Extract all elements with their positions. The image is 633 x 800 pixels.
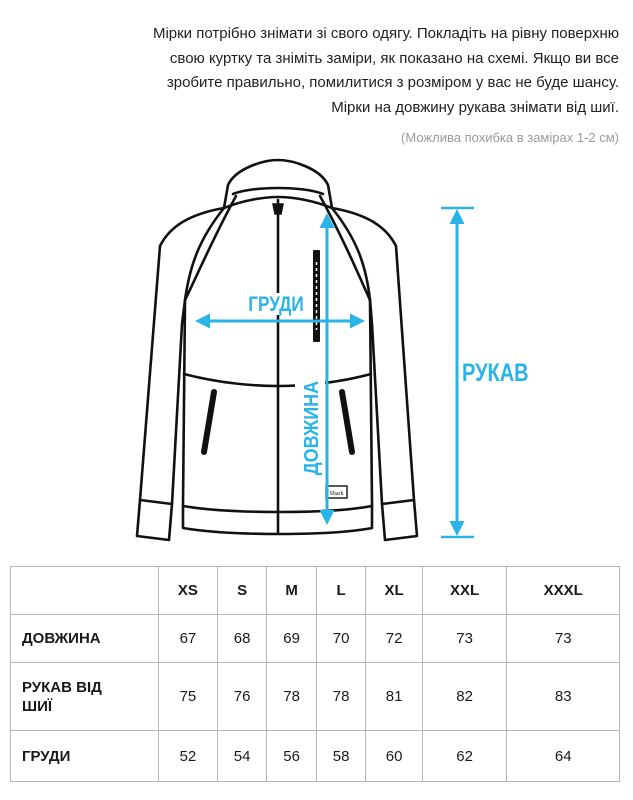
- table-cell: 83: [507, 663, 620, 731]
- table-cell: 69: [267, 615, 317, 663]
- measurement-error-note: (Можлива похибка в замірах 1-2 см): [401, 130, 619, 145]
- size-s-header: S: [217, 567, 267, 615]
- table-cell: 70: [316, 615, 366, 663]
- intro-text: [19, 22, 619, 120]
- table-cell: 78: [267, 663, 317, 731]
- table-cell: 54: [217, 731, 267, 782]
- table-cell: 64: [507, 731, 620, 782]
- sleeve-label: РУКАВ: [462, 358, 529, 387]
- size-chart-table: [10, 566, 620, 782]
- size-xl-header: XL: [366, 567, 422, 615]
- table-cell: 68: [217, 615, 267, 663]
- table-cell: 72: [366, 615, 422, 663]
- jacket-right-cuff: [382, 500, 417, 540]
- right-hand-pocket: [342, 392, 352, 452]
- row-label: РУКАВ ВІД ШИЇ: [11, 663, 159, 731]
- table-row-chest: [11, 731, 620, 782]
- size-m-header: M: [267, 567, 317, 615]
- jacket-measurement-diagram: [0, 150, 633, 550]
- sleeve-measurement: [441, 208, 529, 537]
- length-label: ДОВЖИНА: [301, 380, 324, 476]
- header-corner: [11, 567, 159, 615]
- jacket-left-sleeve: [140, 208, 224, 504]
- zipper-pull-icon: [273, 204, 283, 214]
- jacket-right-sleeve: [329, 208, 414, 504]
- table-cell: 81: [366, 663, 422, 731]
- table-cell: 73: [507, 615, 620, 663]
- size-xs-header: XS: [159, 567, 218, 615]
- jacket-outline: [137, 160, 417, 540]
- size-l-header: L: [316, 567, 366, 615]
- length-measurement: [295, 216, 327, 522]
- table-cell: 56: [267, 731, 317, 782]
- table-cell: 78: [316, 663, 366, 731]
- table-cell: 62: [422, 731, 507, 782]
- table-cell: 52: [159, 731, 218, 782]
- chest-measurement: [198, 293, 362, 321]
- brand-tag-text: Shark: [329, 491, 344, 497]
- intro-line-4: Мірки на довжину рукава знімати від шиї.: [331, 98, 619, 116]
- table-cell: 75: [159, 663, 218, 731]
- left-hand-pocket: [204, 392, 214, 452]
- table-row-length: [11, 615, 620, 663]
- intro-line-3: зробите правильно, помилитися з розміром у вас не буде шансу.: [166, 74, 619, 91]
- row-label: ГРУДИ: [11, 731, 159, 782]
- chest-label: ГРУДИ: [248, 293, 304, 317]
- table-cell: 67: [159, 615, 218, 663]
- jacket-left-cuff: [137, 500, 172, 540]
- size-xxl-header: XXL: [422, 567, 507, 615]
- size-xxxl-header: XXXL: [507, 567, 620, 615]
- table-cell: 82: [422, 663, 507, 731]
- intro-line-1: Мірки потрібно знімати зі свого одягу. Покладіть на рівну поверхню: [152, 25, 619, 42]
- table-cell: 60: [366, 731, 422, 782]
- table-cell: 58: [316, 731, 366, 782]
- table-row-sleeve: [11, 663, 620, 731]
- row-label: ДОВЖИНА: [11, 615, 159, 663]
- intro-line-2: свою куртку та зніміть заміри, як показано на схемі. Якщо ви все: [169, 49, 619, 67]
- table-cell: 76: [217, 663, 267, 731]
- size-header-row: [11, 567, 620, 615]
- jacket-collar-fold: [233, 188, 323, 194]
- table-cell: 73: [422, 615, 507, 663]
